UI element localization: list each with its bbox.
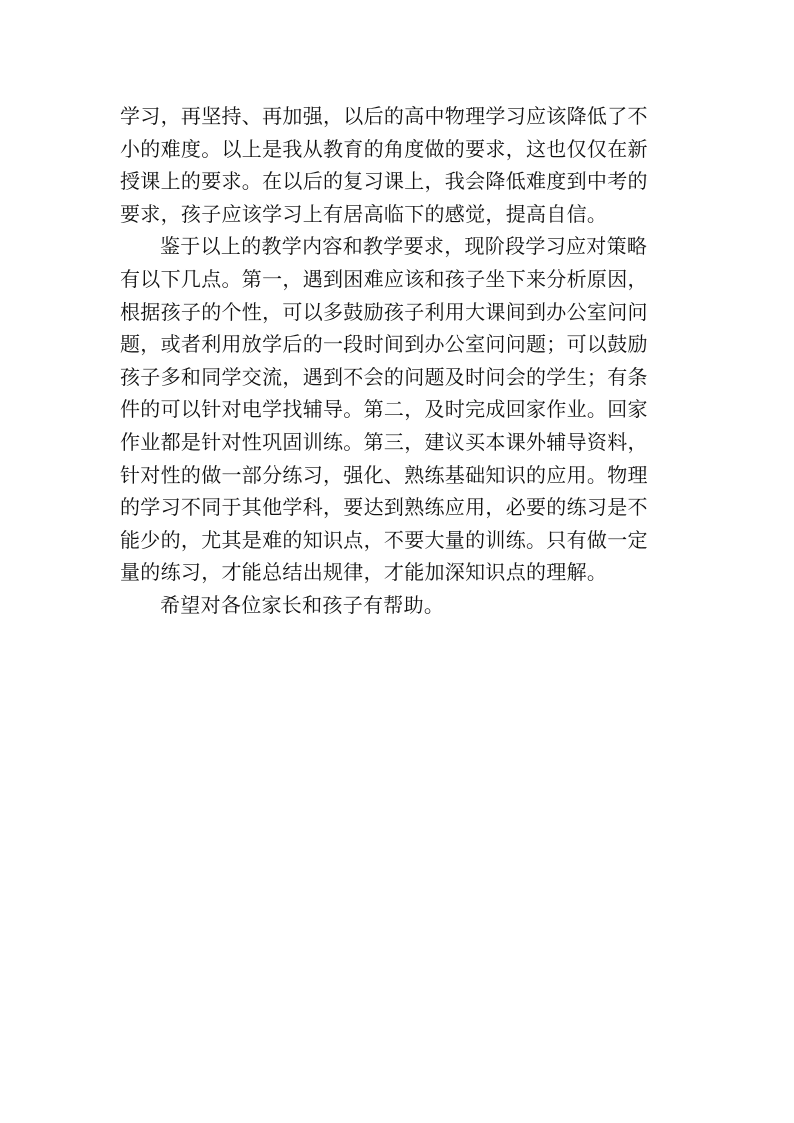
text-line: 学习，再坚持、再加强，以后的高中物理学习应该降低了不 xyxy=(120,104,648,128)
text-line: 作业都是针对性巩固训练。第三，建议买本课外辅导资料， xyxy=(120,429,648,454)
text-line: 孩子多和同学交流，遇到不会的问题及时问会的学生；有条 xyxy=(120,364,648,389)
text-line: 针对性的做一部分练习，强化、熟练基础知识的应用。物理 xyxy=(120,462,648,487)
text-line: 根据孩子的个性，可以多鼓励孩子利用大课间到办公室问问 xyxy=(120,299,648,324)
text-line: 的学习不同于其他学科，要达到熟练应用，必要的练习是不 xyxy=(120,495,648,520)
text-line: 能少的，尤其是难的知识点，不要大量的训练。只有做一定 xyxy=(120,527,648,552)
text-line: 件的可以针对电学找辅导。第二，及时完成回家作业。回家 xyxy=(120,397,648,422)
paragraph-start-line: 鉴于以上的教学内容和教学要求，现阶段学习应对策略 xyxy=(160,234,648,259)
text-line: 题，或者利用放学后的一段时间到办公室问问题；可以鼓励 xyxy=(120,332,648,357)
text-line: 要求，孩子应该学习上有居高临下的感觉，提高自信。 xyxy=(120,201,608,226)
document-body xyxy=(120,100,680,622)
text-line: 量的练习，才能总结出规律，才能加深知识点的理解。 xyxy=(120,560,608,585)
text-line: 授课上的要求。在以后的复习课上，我会降低难度到中考的 xyxy=(120,169,648,194)
text-line: 小的难度。以上是我从教育的角度做的要求，这也仅仅在新 xyxy=(120,136,648,161)
paragraph-start-line: 希望对各位家长和孩子有帮助。 xyxy=(160,592,445,617)
text-line: 有以下几点。第一，遇到困难应该和孩子坐下来分析原因， xyxy=(120,266,648,291)
